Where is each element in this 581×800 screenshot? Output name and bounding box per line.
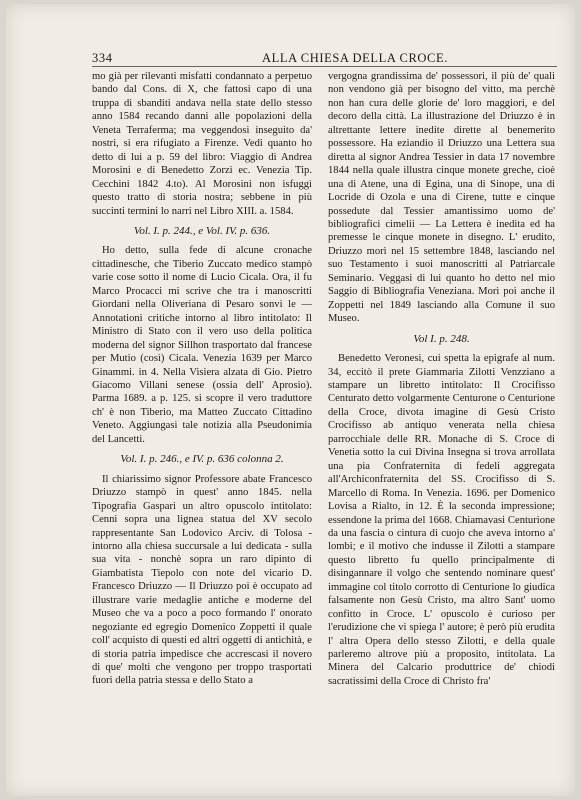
page-number: 334 [92, 51, 113, 65]
left-section-heading-1: Vol. I. p. 244., e Vol. IV. p. 636. [133, 224, 271, 237]
right-section-heading-1: Vol I. p. 248. [413, 332, 470, 345]
left-paragraph-3: Il chiarissimo signor Professore abate Francesco Driuzzo stampò in quest' anno 1845. nella Tipografia Gaspari un altro opuscolo intitolato: Cenni sopra una lignea statua del XV secolo rappresentante San Lodovico Arciv. di Tolosa - intorno alla chiesa succursale a lui dedicata - sulla sua vita - nonchè sopra un raro dipinto di Giambatista Tiepolo con note del vicario D. Francesco Driuzzo — Il Driuzzo poi è occupato ad illustrare varie medaglie antiche e moderne del Museo che va a poco a poco formando l' onorato negoziante ed egregio Domenico Zoppetti il quale coll' acquisto di questi ed altri oggetti di antichità, e di storia patria impedisce che accrescasi il novero di que' molti che vengono per troppo trasportati fuori della patria stessa e dello Stato a [92, 473, 312, 687]
right-paragraph-1: vergogna grandissima de' possessori, il più de' quali non vendono già per bisogno del vitto, ma perchè non han cura delle glorie de' loro maggiori, e del decoro della città. La illustrazione del Driuzzo è in altrettante lettere inedite dirette al benemerito possessore. Ha eziandio il Driuzzo una Lettera sua diretta al signor Andrea Tessier in data 17 novembre 1844 nella quale illustra cinque monete greche, cioè una di Atene, una di Egina, una di Sinope, una di Locride di Ozola e una di Cirene, tutte e cinque possedute dal Tessier amantissimo uomo de' bibliografici cimelii — La Lettera è inedita ed ha premesse le cinque monete in disegno. L' erudito, Driuzzo morì nel 15 settembre 1848, lasciando nel suo Testamento i suoi manoscritti al Patriarcale Seminario. Veggasi di lui quanto ho detto nel mio Saggio di Bibliografia Veneziana. Morì poi anche il Zoppetti nel 1849 lasciando alla Comune il suo Museo. [328, 71, 555, 325]
running-header [92, 51, 557, 65]
book-page [6, 4, 575, 796]
left-column [92, 70, 312, 688]
right-column [328, 70, 555, 688]
left-paragraph-1: mo già per rilevanti misfatti condannato a perpetuo bando dal Cons. di X, che fattosi capo di una truppa di sbanditi andava nella state dello stesso anno 1584 recando danni alle popolazioni della Veneta Terraferma; ma veggendosi inseguito da' nostri, si era rifugiato a Firenze. Vedi quanto ho detto di lui a p. 59 del libro: Viaggio di Andrea Morosini e di Benedetto Zorzi ec. Venezia Tip. Cecchini 1842 4.to). Al Morosini non isfuggì questo tratto di storia nostra; sebbene in più succinti termini lo narri nel Libro XIII. a. 1584. [92, 71, 312, 217]
header-rule [92, 66, 557, 67]
left-section-heading-2: Vol. I. p. 246., e IV. p. 636 colonna 2. [120, 453, 284, 466]
running-title: ALLA CHIESA DELLA CROCE. [262, 51, 448, 65]
left-paragraph-2: Ho detto, sulla fede di alcune cronache cittadinesche, che Tiberio Zuccato medico stampò varie cose sotto il nome di Lucio Cicala. Ora, il fu Marco Procacci mi scrive che tra i manoscritti Giordani nella Oliveriana di Pesaro sonvi le — Annotationi critiche intorno al libro intitolato: Il Ministro di Stato con il vero uso della politica moderna del signor Sillhon trasportato dal francese per Mutio (così) Cicala. Venezia 1639 per Marco Ginammi. in 4. Nella Visiera alzata di Gio. Pietro Giacomo Villani senese (ossia dell' Aprosio). Parma 1689. a p. 125. si scopre il vero traduttore ch' è non Tiberio, ma Matteo Zuccato Cittadino Veneto. Aggiungasi tale notizia alla Pseudonimia del Lancetti. [92, 245, 312, 445]
right-paragraph-2: Benedetto Veronesi, cui spetta la epigrafe al num. 34, eccitò il prete Giammaria Zilotti Venzziano a stampare un libretto intitolato: Il Crocifisso Centurato detto volgarmente Centurone o Centurione della Croce, divota imagine di Gesù Cristo Crocifisso ab antiquo venerata nella chiesa parrocchiale delle RR. Monache di S. Croce di Venetia sotto la cui Divina Insegna si trova arrollata una pia Confraternita di fedeli aggregata all'Archiconfraternita del SS. Crocifisso di S. Marcello di Roma. In Venezia. 1696. per Domenico Lovisa a Rialto, in 12. È la seconda impressione; essendone la prima del 1668. Chiamavasi Centurione da una fascia o cintura di cuojo che aveva intorno a' lombi; e il motivo che indusse il Zilotti a stampare questo libretto fu quello principalmente di disingannare il volgo che sentendo nominare quest' immagine col titolo corrotto di Centurione lo giudica falsamente non Gesù Cristo, ma altro Sant' uomo confitto in Croce. L' opuscolo è curioso per l'erudizione che vi spiega l' autore; è però più erudita l' altra Opera dello stesso Zilotti, e della quale parleremo altrove più a proposito, intitolata. La Minera del Calcario produttrice de' chiodi sacratissimi della Croce di Christo fra' [328, 353, 555, 687]
